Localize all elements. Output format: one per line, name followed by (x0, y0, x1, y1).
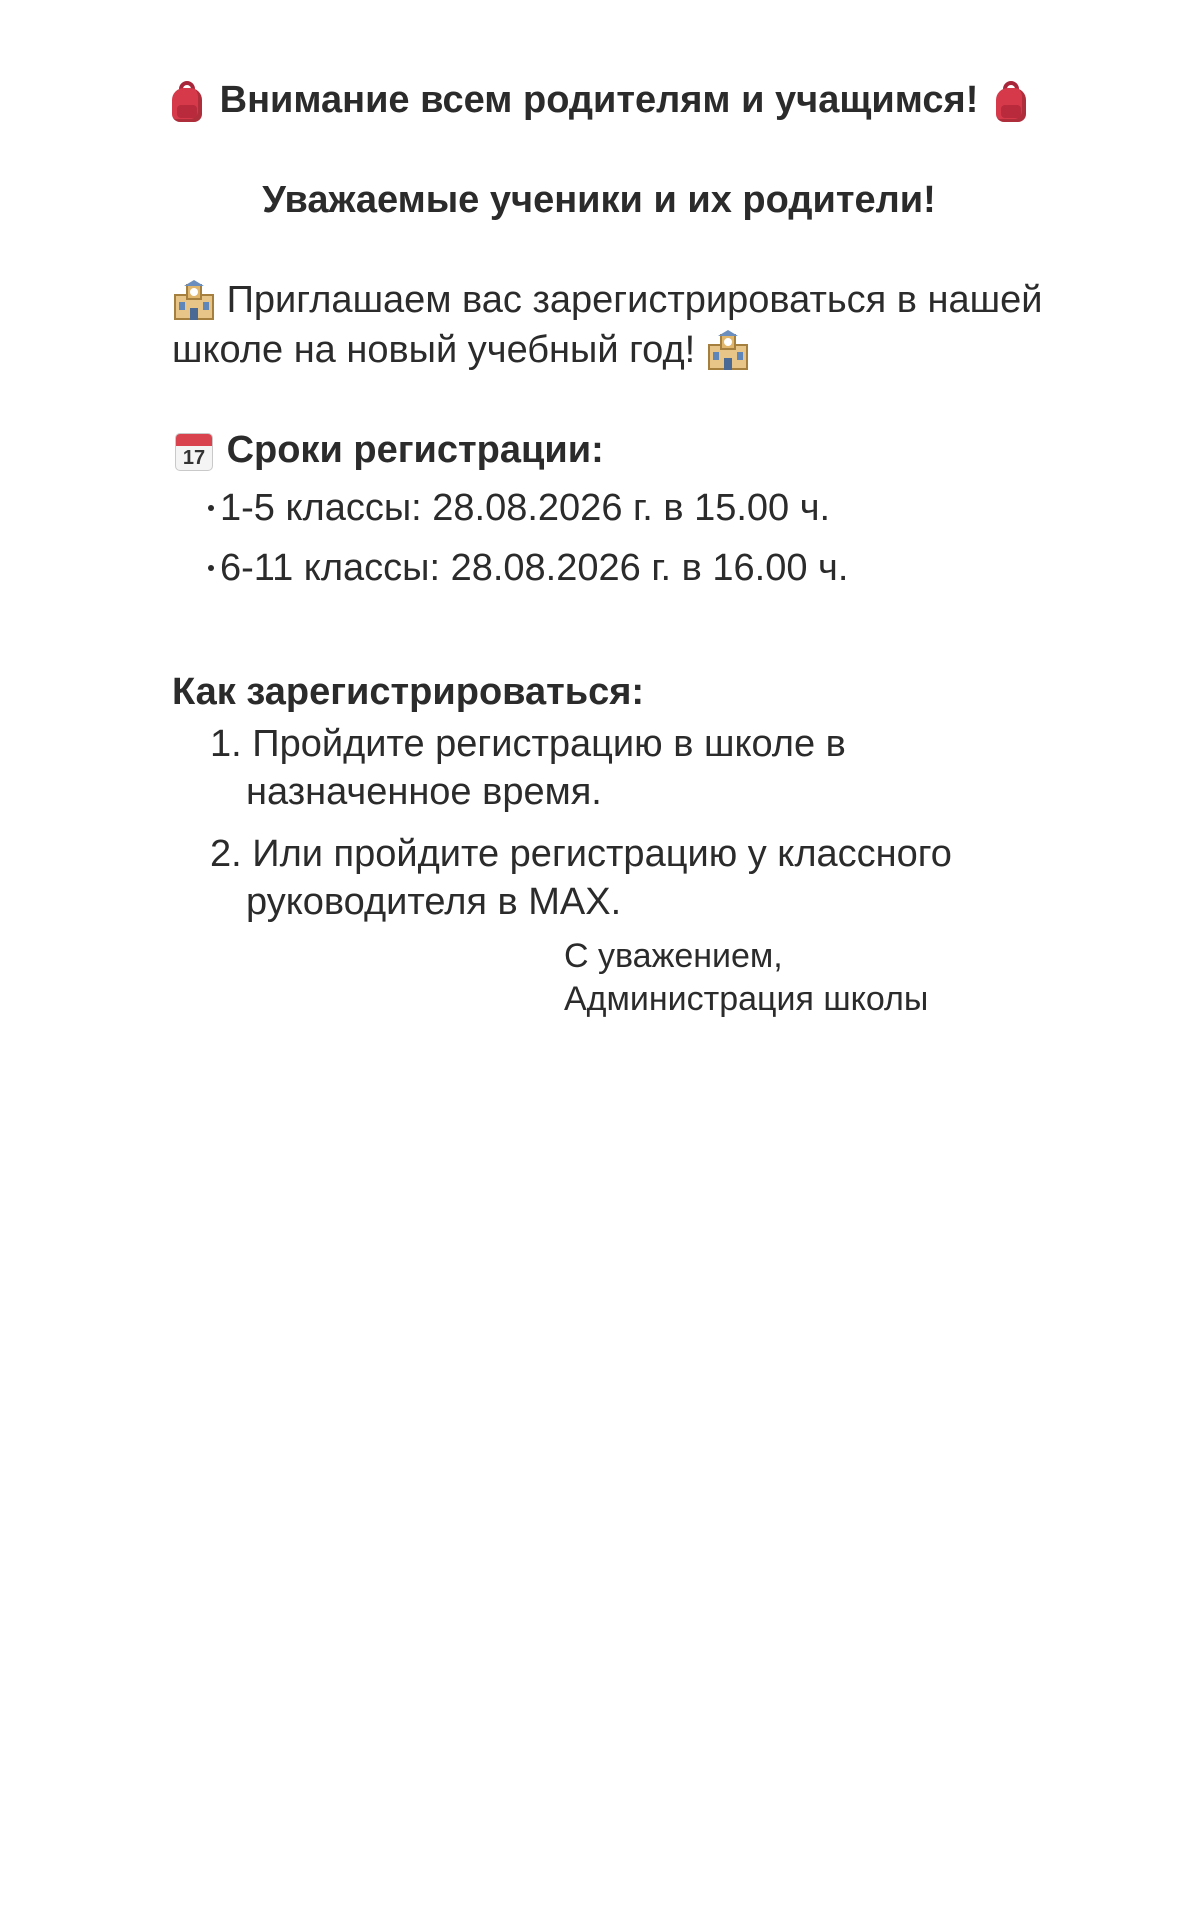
bullet-icon (208, 505, 214, 511)
schedule-item-text: 6-11 классы: 28.08.2026 г. в 16.00 ч. (220, 547, 849, 589)
bullet-icon (208, 565, 214, 571)
step-text: Или пройдите регистрацию у классного (252, 833, 952, 875)
list-item (210, 720, 846, 768)
school-icon (172, 280, 216, 324)
schedule-item-text: 1-5 классы: 28.08.2026 г. в 15.00 ч. (220, 487, 831, 529)
greeting: Уважаемые ученики и их родители! (262, 179, 936, 221)
invite-text-1: Приглашаем вас зарегистрироваться в нашей (226, 279, 1043, 321)
calendar-icon: 17 (172, 430, 216, 474)
step-text: Пройдите регистрацию в школе в (252, 723, 846, 765)
headline-text: Внимание всем родителям и учащимся! (219, 79, 979, 121)
signature-line-2: Администрация школы (564, 980, 929, 1018)
step-number: 1. (210, 723, 242, 765)
invite-text-2: школе на новый учебный год! (172, 329, 696, 371)
schedule-heading (172, 426, 604, 474)
list-item (208, 544, 848, 592)
step-number: 2. (210, 833, 242, 875)
list-item (210, 830, 952, 878)
schedule-heading-text: Сроки регистрации: (226, 429, 604, 471)
step-continuation: руководителя в MAX. (246, 881, 622, 923)
list-item (208, 484, 830, 532)
invite-line-2 (172, 326, 750, 374)
backpack-icon (165, 80, 209, 124)
headline (0, 76, 1198, 124)
howto-heading: Как зарегистрироваться: (172, 671, 645, 713)
invite-line-1 (172, 276, 1043, 324)
school-icon (706, 330, 750, 374)
step-continuation: назначенное время. (246, 771, 602, 813)
signature-line-1: С уважением, (564, 937, 783, 975)
backpack-icon (989, 80, 1033, 124)
